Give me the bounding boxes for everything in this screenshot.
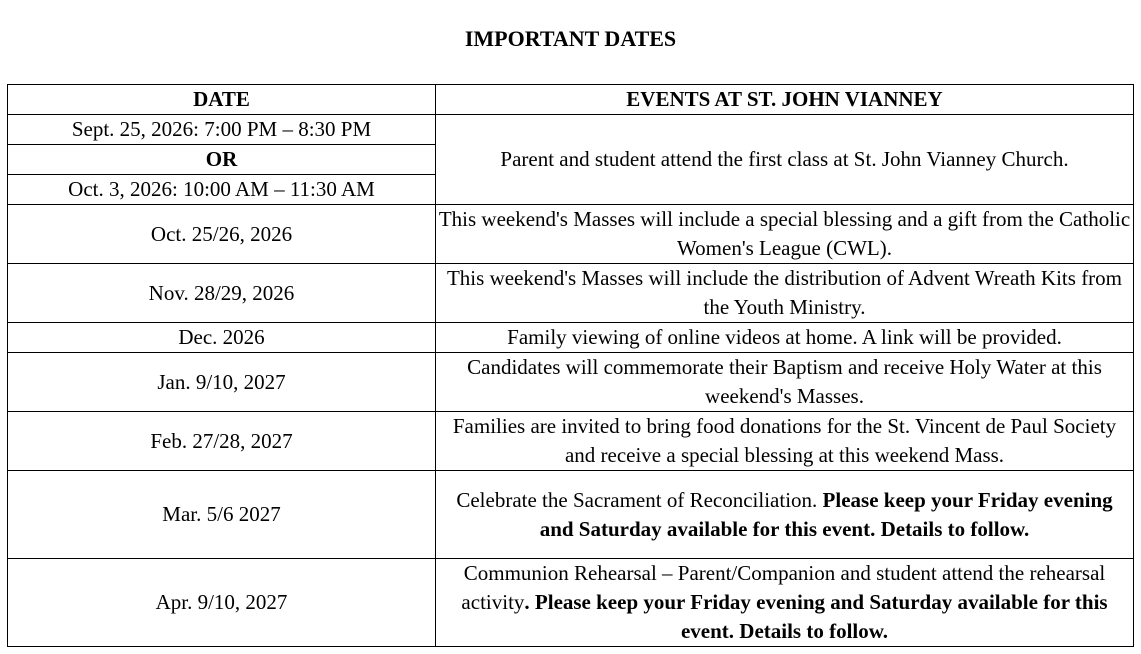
row-date: Dec. 2026 — [8, 323, 436, 353]
row-event-text: Families are invited to bring food donations for the St. Vincent de Paul Society and receive a special blessing at this weekend Mass. — [452, 414, 1117, 467]
row-event-text: Family viewing of online videos at home. A link will be provided. — [507, 325, 1062, 349]
important-dates-table — [7, 84, 1134, 647]
first-class-event: Parent and student attend the first class at St. John Vianney Church. — [436, 115, 1134, 205]
row-event-bold-text: Please keep your Friday evening and Saturday available for this event. Details to follow. — [539, 487, 1113, 541]
table-row — [8, 471, 1134, 559]
table-header-row — [8, 85, 1134, 115]
table-row — [8, 264, 1134, 323]
row-event-text: Candidates will commemorate their Baptism and receive Holy Water at this weekend's Masses. — [467, 355, 1102, 408]
table-row — [8, 353, 1134, 412]
row-date: Oct. 25/26, 2026 — [8, 205, 436, 264]
first-class-date-option-1: Sept. 25, 2026: 7:00 PM – 8:30 PM — [8, 115, 436, 145]
row-event — [436, 264, 1134, 323]
first-class-or-label: OR — [8, 145, 436, 175]
row-event — [436, 559, 1134, 647]
table-row — [8, 412, 1134, 471]
events-column-header: EVENTS AT ST. JOHN VIANNEY — [436, 85, 1134, 115]
row-event-bold-text: . Please keep your Friday evening and Saturday available for this event. Details to follow. — [524, 590, 1108, 643]
table-row — [8, 323, 1134, 353]
row-date: Feb. 27/28, 2027 — [8, 412, 436, 471]
row-event — [436, 323, 1134, 353]
row-event — [436, 353, 1134, 412]
row-event — [436, 412, 1134, 471]
table-row — [8, 115, 1134, 145]
table-row — [8, 559, 1134, 647]
row-event-text: Celebrate the Sacrament of Reconciliation. — [456, 487, 823, 512]
row-event-text: This weekend's Masses will include the distribution of Advent Wreath Kits from the Youth Ministry. — [446, 266, 1123, 319]
date-column-header: DATE — [8, 85, 436, 115]
first-class-date-option-2: Oct. 3, 2026: 10:00 AM – 11:30 AM — [8, 175, 436, 205]
row-date: Jan. 9/10, 2027 — [8, 353, 436, 412]
row-date: Nov. 28/29, 2026 — [8, 264, 436, 323]
row-event-text: Communion Rehearsal – Parent/Companion and student attend the rehearsal activity — [461, 561, 1106, 614]
row-event-text: This weekend's Masses will include a special blessing and a gift from the Catholic Women's League (CWL). — [438, 207, 1131, 260]
row-date: Mar. 5/6 2027 — [8, 471, 436, 559]
page-title: IMPORTANT DATES — [464, 26, 677, 51]
row-date: Apr. 9/10, 2027 — [8, 559, 436, 647]
row-event — [436, 471, 1134, 559]
row-event — [436, 205, 1134, 264]
table-row — [8, 205, 1134, 264]
